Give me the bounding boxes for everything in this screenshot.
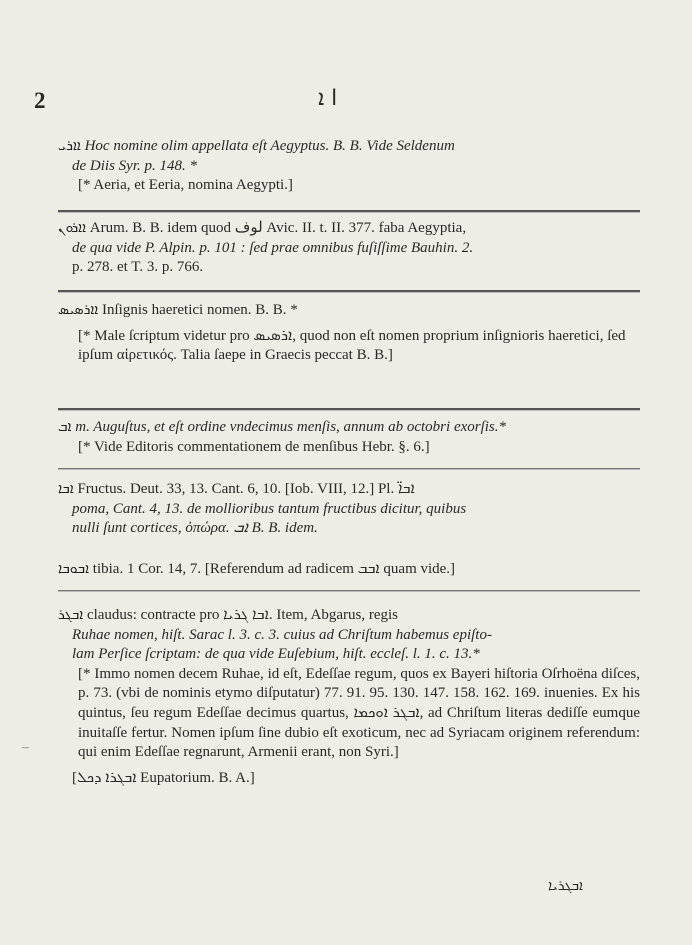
divider bbox=[58, 408, 640, 411]
margin-mark: – bbox=[22, 740, 29, 755]
entry-text: de Diis Syr. p. 148. * bbox=[72, 157, 197, 174]
entry-tibia bbox=[58, 560, 640, 580]
entry-text: Fructus. Deut. 33, 13. Cant. 6, 10. [Iob. VIII, 12.] Pl. ܐܒܐ̈ bbox=[77, 481, 415, 497]
editor-note: [* Aeria, et Eeria, nomina Aegypti.] bbox=[78, 177, 293, 194]
headword: ܐܐܪܘܢ bbox=[58, 220, 87, 236]
entry-text: Hoc nomine olim appellata eſt Aegyptus. B. B. Vide Seldenum bbox=[84, 138, 455, 154]
entry-haereticus bbox=[58, 301, 640, 366]
entry-text: poma, Cant. 4, 13. de mollioribus tantum fructibus dicitur, quibus bbox=[72, 500, 467, 517]
entry-arum bbox=[58, 219, 640, 278]
entry-abgarus bbox=[58, 606, 640, 788]
headword: ܐܒ bbox=[58, 419, 72, 435]
entry-augustus bbox=[58, 418, 640, 457]
entry-text: de qua vide P. Alpin. p. 101 : ſed prae omnibus fuſiſſime Bauhin. 2. bbox=[72, 239, 474, 256]
entry-text: m. Auguſtus, et eſt ordine vndecimus menſis, annum ab octobri exorſis.* bbox=[75, 419, 507, 435]
divider bbox=[58, 210, 640, 213]
headword: ܐܐܪܝ bbox=[58, 138, 81, 154]
entry-text: tibia. 1 Cor. 14, 7. [Referendum ad radicem ܐܒܒ quam vide.] bbox=[92, 561, 456, 577]
entry-aeria bbox=[58, 137, 640, 196]
headword: ܐܐܪܣܝܣ bbox=[58, 302, 99, 318]
editor-note: [* Male ſcriptum videtur pro ܐܪܣܝܣ, quod non eſt nomen proprium inſignioris haeretici, ſed ipſum αἱρετικός. Talia ſaepe in Graecis peccat B. B.] bbox=[78, 327, 626, 364]
divider bbox=[58, 468, 640, 470]
headword: ܐܒܐ bbox=[58, 481, 74, 497]
entry-text: p. 278. et T. 3. p. 766. bbox=[72, 259, 204, 276]
entry-text: lam Perſice ſcriptam: de qua vide Euſebium, hiſt. eccleſ. l. 1. c. 13.* bbox=[72, 646, 480, 663]
divider bbox=[58, 290, 640, 293]
catchword: ܐܒܓܪܝܐ bbox=[548, 878, 583, 894]
entry-text: claudus: contracte pro ܐܒܐ ܓܪܝܐ. Item, Abgarus, regis bbox=[86, 607, 398, 623]
entry-text: Arum. B. B. idem quod ﻟﻮﻑ Avic. II. t. II. 377. faba Aegyptia, bbox=[89, 220, 467, 236]
editor-note: [* Vide Editoris commentationem de menſibus Hebr. §. 6.] bbox=[78, 438, 430, 455]
entry-fructus bbox=[58, 480, 640, 539]
running-head: ﺍ ܐ bbox=[318, 86, 338, 111]
page-number: 2 bbox=[34, 88, 46, 113]
headword: ܐܒܘܒܐ bbox=[58, 561, 90, 577]
entry-text: Inſignis haeretici nomen. B. B. * bbox=[102, 302, 298, 318]
headword: ܐܒܓܪ bbox=[58, 607, 84, 623]
editor-note: [* Immo nomen decem Ruhae, id eſt, Edeſſae regum, quos ex Bayeri hiſtoria Oſrhoëna diſces, p. 73. (vbi de nominis etymo diſputatur) 77. 91. 95. 130. 147. 158. 162. 169. inuenies. Ex his quintus, ſeu regum Edeſſae decimus quartus, ܐܒܓܪ ܐܘܟܡܐ, ad Chriſtum literas dediſſe eumque inuitaſſe fertur. Nomen ipſum ſine dubio eſt exoticum, nec ad Syriacam originem referendum: qui enim Edeſſae regnarunt, Armenii erant, non Syri.] bbox=[78, 665, 640, 761]
divider bbox=[58, 590, 640, 592]
entry-text: [ܐܒܓܪܐ ܕܟܠ Eupatorium. B. A.] bbox=[72, 769, 255, 786]
entry-text: nulli ſunt cortices, ὀπώρα. ܐܒ B. B. idem. bbox=[72, 520, 318, 537]
entry-text: Ruhae nomen, hiſt. Sarac l. 3. c. 3. cuius ad Chriſtum habemus epiſto- bbox=[72, 626, 492, 643]
